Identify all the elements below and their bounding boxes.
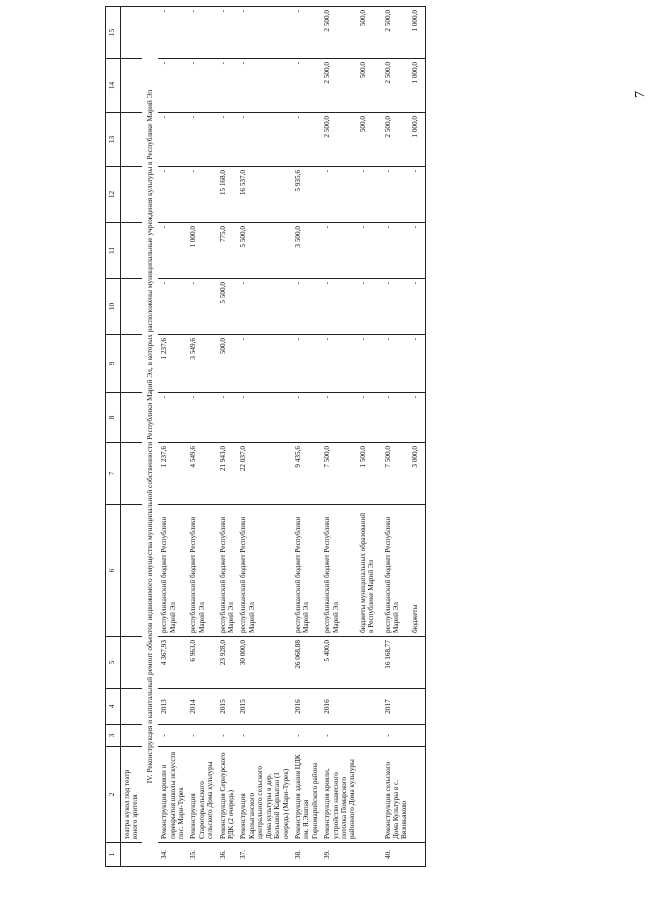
cell-c11: - (321, 223, 359, 279)
col-header: 5 (106, 637, 121, 689)
cell-c11: 5 500,0 (237, 223, 291, 279)
subcell-c10: - (359, 279, 382, 335)
cell-c7: 7 500,0 (321, 443, 359, 505)
cell-cost: 16 168,77 (382, 637, 411, 689)
cell-c10: 5 500,0 (217, 279, 238, 335)
col-header: 12 (106, 167, 121, 223)
cell-c15: - (292, 7, 321, 59)
cell-src: республиканский бюджет Республики Марий Эл (321, 505, 359, 637)
cell-c8: - (292, 393, 321, 443)
cell-c7: 4 549,6 (187, 443, 216, 505)
table-subrow (411, 7, 426, 867)
carryover-text: театра кукол под театр юного зрителя (121, 747, 142, 843)
cell-cost: 5 400,0 (321, 637, 359, 689)
subcell-c9: - (411, 335, 426, 393)
cell-c14: - (217, 59, 238, 113)
rotated-page (0, 5, 510, 905)
cell-c9: - (292, 335, 321, 393)
cell-c3: - (292, 725, 321, 747)
cell-c14: - (158, 59, 187, 113)
col-header: 4 (106, 689, 121, 725)
cell-c10: - (321, 279, 359, 335)
col-header: 13 (106, 113, 121, 167)
cell-c14: - (187, 59, 216, 113)
cell-c9: - (237, 335, 291, 393)
subcell-c15: 500,0 (359, 7, 382, 59)
cell-year: 2017 (382, 689, 411, 725)
cell-c12: - (187, 167, 216, 223)
cell-cost: 30 000,0 (237, 637, 291, 689)
cell-name: Реконструкция сельского Дома Культуры в с. Вязовьяково (382, 747, 411, 843)
cell-c14: - (237, 59, 291, 113)
col-header: 7 (106, 443, 121, 505)
subcell-c13: 500,0 (359, 113, 382, 167)
cell-n: 40. (382, 843, 411, 867)
cell-c13: - (292, 113, 321, 167)
cell-c7: 7 500,0 (382, 443, 411, 505)
column-number-row (106, 7, 121, 867)
table-subrow (359, 7, 382, 867)
carryover-row (121, 7, 142, 867)
col-header: 11 (106, 223, 121, 279)
cell-year: 2015 (237, 689, 291, 725)
cell-c11: 1 000,0 (187, 223, 216, 279)
cell-c13: 2 500,0 (382, 113, 411, 167)
cell-c12: 5 935,6 (292, 167, 321, 223)
cell-c9: 3 549,6 (187, 335, 216, 393)
page-number: 7 (633, 91, 648, 98)
cell-n: 35. (187, 843, 216, 867)
cell-name: Реконструкция Старогорьельского сельского Дома культуры (187, 747, 216, 843)
cell-c10: - (292, 279, 321, 335)
col-header: 1 (106, 843, 121, 867)
table-row (382, 7, 411, 867)
subcell-c15: 1 000,0 (411, 7, 426, 59)
cell-c7: 21 943,0 (217, 443, 238, 505)
subcell-c14: 1 000,0 (411, 59, 426, 113)
cell-n: 36. (217, 843, 238, 867)
cell-src: республиканский бюджет Республики Марий Эл (382, 505, 411, 637)
cell-c9: - (321, 335, 359, 393)
cell-c15: - (187, 7, 216, 59)
col-header: 9 (106, 335, 121, 393)
subcell-c11: - (359, 223, 382, 279)
cell-c13: 2 500,0 (321, 113, 359, 167)
col-header: 3 (106, 725, 121, 747)
cell-src: республиканский бюджет Республики Марий Эл (292, 505, 321, 637)
subcell-c10: - (411, 279, 426, 335)
cell-c12: - (382, 167, 411, 223)
cell-c15: - (237, 7, 291, 59)
subcell-c12: - (359, 167, 382, 223)
cell-name: Реконструкция Карлыганского центрального сельского Дома культуры в дер. Большой Карлыган (1 очередь) (Мари-Турек) (237, 747, 291, 843)
cell-c12: 16 537,0 (237, 167, 291, 223)
cell-c10: - (382, 279, 411, 335)
col-header: 14 (106, 59, 121, 113)
table-row (217, 7, 238, 867)
col-header: 6 (106, 505, 121, 637)
cell-c3: - (158, 725, 187, 747)
cell-c11: - (158, 223, 187, 279)
cell-c3: - (217, 725, 238, 747)
table-row (187, 7, 216, 867)
cell-c14: - (292, 59, 321, 113)
cell-name: Реконструкция Сернурского РДК (2 очередь) (217, 747, 238, 843)
cell-c13: - (187, 113, 216, 167)
cell-src: республиканский бюджет Республики Марий Эл (237, 505, 291, 637)
cell-year: 2016 (292, 689, 321, 725)
cell-c13: - (237, 113, 291, 167)
cell-c15: - (217, 7, 238, 59)
cell-year: 2015 (217, 689, 238, 725)
section-row (142, 7, 158, 867)
cell-c7: 9 435,6 (292, 443, 321, 505)
table-row (292, 7, 321, 867)
cell-c12: - (321, 167, 359, 223)
cell-c11: 3 500,0 (292, 223, 321, 279)
subcell-src: бюджеты муниципальных образований в Республике Марий Эл (359, 505, 382, 637)
cell-n: 37. (237, 843, 291, 867)
program-table (105, 6, 426, 867)
cell-c13: - (158, 113, 187, 167)
cell-c9: - (382, 335, 411, 393)
cell-cost: 26 068,88 (292, 637, 321, 689)
cell-c8: - (321, 393, 359, 443)
cell-n: 34. (158, 843, 187, 867)
cell-c8: - (187, 393, 216, 443)
cell-c8: - (158, 393, 187, 443)
subcell-c14: 500,0 (359, 59, 382, 113)
cell-c8: - (382, 393, 411, 443)
table-row (321, 7, 359, 867)
subcell-c11: - (411, 223, 426, 279)
cell-year: 2016 (321, 689, 359, 725)
cell-n: 38. (292, 843, 321, 867)
cell-year: 2014 (187, 689, 216, 725)
cell-c14: 2 500,0 (321, 59, 359, 113)
subcell-c13: 1 000,0 (411, 113, 426, 167)
col-header: 2 (106, 747, 121, 843)
cell-src: республиканский бюджет Республики Марий Эл (158, 505, 187, 637)
cell-c7: 22 037,0 (237, 443, 291, 505)
cell-src: республиканский бюджет Республики Марий Эл (187, 505, 216, 637)
cell-c10: - (187, 279, 216, 335)
cell-name: Реконструкция кровли и перекрытия школы искусств пос. Мари-Турек (158, 747, 187, 843)
subcell-src: бюджеты (411, 505, 426, 637)
col-header: 10 (106, 279, 121, 335)
subcell-c9: - (359, 335, 382, 393)
cell-c15: 2 500,0 (382, 7, 411, 59)
cell-c3: - (321, 725, 359, 747)
cell-name: Реконструкция кровли, устройство навесного потолка Помарского районного Дома культуры (321, 747, 359, 843)
col-header: 15 (106, 7, 121, 59)
cell-c15: 2 500,0 (321, 7, 359, 59)
cell-c9: 500,0 (217, 335, 238, 393)
subcell-c8: - (411, 393, 426, 443)
cell-c7: 1 237,6 (158, 443, 187, 505)
cell-c10: - (158, 279, 187, 335)
cell-c8: - (217, 393, 238, 443)
cell-c3: - (237, 725, 291, 747)
cell-c9: 1 237,6 (158, 335, 187, 393)
cell-cost: 4 367,93 (158, 637, 187, 689)
subcell-c12: - (411, 167, 426, 223)
cell-c14: 2 500,0 (382, 59, 411, 113)
subcell-c7: 1 500,0 (359, 443, 382, 505)
cell-year: 2013 (158, 689, 187, 725)
cell-c3: - (187, 725, 216, 747)
cell-c12: 15 168,0 (217, 167, 238, 223)
cell-c3: - (382, 725, 411, 747)
cell-src: республиканский бюджет Республики Марий Эл (217, 505, 238, 637)
subcell-c8: - (359, 393, 382, 443)
cell-cost: 6 963,0 (187, 637, 216, 689)
table-row (158, 7, 187, 867)
cell-c11: 775,0 (217, 223, 238, 279)
cell-c8: - (237, 393, 291, 443)
cell-c12: - (158, 167, 187, 223)
cell-name: Реконструкция здания ЦДК им. Я.Эшпая Горномарийского района (292, 747, 321, 843)
cell-c15: - (158, 7, 187, 59)
section-title: IV. Реконструкция и капитальный ремонт объектов недвижимого имущества муниципальной собственности Республики Марий Эл, в которых расположены муниципальные учреждения культуры в Республике Марий Эл (142, 7, 158, 867)
table-row (237, 7, 291, 867)
cell-c13: - (217, 113, 238, 167)
cell-c11: - (382, 223, 411, 279)
col-header: 8 (106, 393, 121, 443)
subcell-c7: 3 000,0 (411, 443, 426, 505)
cell-c10: - (237, 279, 291, 335)
cell-cost: 23 928,0 (217, 637, 238, 689)
cell-n: 39. (321, 843, 359, 867)
